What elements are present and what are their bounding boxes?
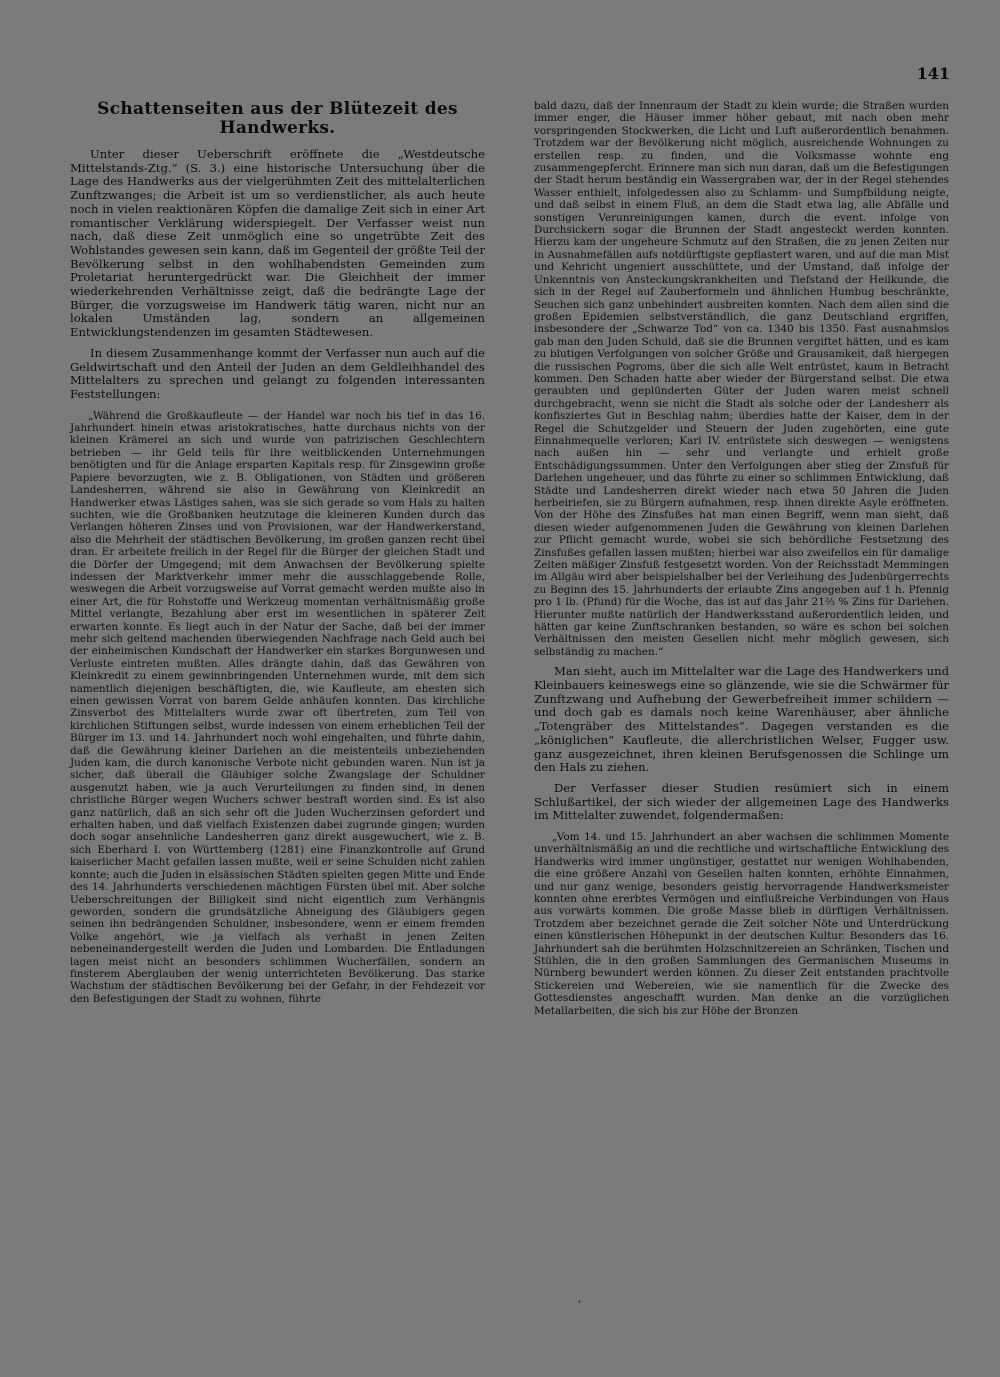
quote-paragraph: „Während die Großkaufleute — der Handel war noch bis tief in das 16. Jahrhundert hinein etwas aristokratisches, hatte durchaus nichts von der kleinen Krämerei an sich und wurde von patrizischen Geschlechtern betrieben — ihr Geld teils für ihre weitblickenden Unternehmungen benötigten und für die Anlage ersparten Kapitals resp. für Zinsgewinn große Papiere bevorzugten, wie z. B. Obligationen, von Städten und größeren Landesherren, während sie also in Gewährung von Kleinkredit an Handwerker etwas Lästiges sahen, was sie sich gerade so vom Hals zu halten suchten, wie die Großbanken heutzutage die kleineren Kunden durch das Verlangen höheren Zinses und von Provisionen, war der Handwerkerstand, also die Mehrheit der städtischen Bevölkerung, im großen ganzen recht übel dran. Er arbeitete freilich in der Regel für die Bürger der gleichen Stadt und die Dörfer der Umgegend; mit dem Anwachsen der Bevölkerung spielte indessen der Marktverkehr immer mehr die ausschlaggebende Rolle, weswegen die Arbeit vorzugsweise auf Vorrat gemacht werden mußte also in einer Art, die für Rohstoffe und Werkzeug momentan verhältnismäßig große Mittel verlangte, Bezahlung aber erst im wesentlichen in späterer Zeit erwarten konnte. Es liegt auch in der Natur der Sache, daß bei der immer mehr sich geltend machenden überwiegenden Nachfrage nach Geld auch bei der einheimischen Kundschaft der Handwerker ein starkes Borgunwesen und Verluste eintreten mußten. Alles drängte dahin, daß das Gewähren von Kleinkredit zu einem gewinnbringenden Unternehmen wurde, mit dem sich namentlich diejenigen beschäftigten, die, wie Kaufleute, am ehesten sich einen gewissen Vorrat von barem Gelde anhäufen konnten. Das kirchliche Zinsverbot des Mittelalters wurde zwar oft übertreten, zum Teil von kirchlichen Stiftungen selbst, wurde indessen von einem erheblichen Teil der Bürger im 13. und 14. Jahrhundert noch wohl eingehalten, und führte dahin, daß die Gewährung kleiner Darlehen an die meistenteils unbeziehenden Juden kam, die durch kanonische Verbote nicht gebunden waren. Nun ist ja sicher, daß überall die Gläubiger solche Zwangslage der Schuldner ausgenutzt haben, wie ja auch Verurteilungen zu finden sind, in denen christliche Bürger wegen Wuchers schwer bestraft worden sind. Es ist also ganz natürlich, daß an sich sehr oft die Juden Wucherzinsen gefordert und erhalten haben, und daß vielfach Existenzen dabei zugrunde gingen; wurden doch sogar ansehnliche Landesherren ganz direkt ausgewuchert, wie z. B. sich Eberhard I. von Württemberg (1281) eine Finanzkontrolle auf Grund kaiserlicher Macht gefallen lassen mußte, weil er seine Schulden nicht zahlen konnte; auch die Juden in elsässischen Städten spielten gegen Mitte und Ende des 14. Jahrhunderts verschiedenen mächtigen Fürsten übel mit. Aber solche Ueberschreitungen der Billigkeit sind nicht eigentlich zum Verhängnis geworden, sondern die grundsätzliche Abneigung des Gläubigers gegen seinen ihn bedrängenden Schuldner, insbesondere, wenn er einem fremden Volke angehört, wie ja vielfach als verhaßt in jenen Zeiten nebeneinandergestellt werden die Juden und Lombarden. Die Entladungen lagen meist nicht an besonders schlimmen Wucherfällen, sondern an finsterem Aberglauben der wenig unterrichteten Bevölkerung. Das starke Wachstum der städtischen Bevölkerung bei der Gefahr, in der Fehdezeit vor den Befestigungen der Stadt zu wohnen, führte [70,409,485,1005]
context-paragraph: In diesem Zusammenhange kommt der Verfasser nun auch auf die Geldwirtschaft und den Anteil der Juden an dem Geldleihhandel des Mittelalters zu sprechen und gelangt zu folgenden interessanten Feststellungen: [70,345,485,401]
article-title: Schattenseiten aus der Blütezeit des Handwerks. [97,99,458,138]
right-column [534,100,949,1017]
summary-intro-paragraph: Der Verfasser dieser Studien resümiert sich in einem Schlußartikel, der sich wieder der allgemeinen Lage des Handwerks im Mittelalter zuwendet, folgendermaßen: [534,780,949,823]
footer-mark: ʼ [577,1300,581,1311]
closing-quote-paragraph: „Vom 14. und 15. Jahrhundert an aber wachsen die schlimmen Momente unverhältnismäßig an und die rechtliche und wirtschaftliche Entwicklung des Handwerks wird immer ungünstiger, gestattet nur wenigen Wohlhabenden, die eine größere Anzahl von Gesellen halten konnten, erhöhte Einnahmen, und nur ganz wenige, besonders geistig hervorragende Handwerksmeister konnten ohne ererbtes Vermögen und einflußreiche Verbindungen von Haus aus vorwärts kommen. Die große Masse blieb in dürftigen Verhältnissen. Trotzdem aber bezeichnet gerade die Zeit solcher Nöte und Unterdrückung einen künstlerischen Höhepunkt in der deutschen Kultur. Besonders das 16. Jahrhundert sah die berühmten Holzschnitzereien an Schränken, Tischen und Stühlen, die in den großen Sammlungen des Germanischen Museums in Nürnberg bewundert werden können. Zu dieser Zeit entstanden prachtvolle Stickereien und Webereien, wie sie namentlich für die Zwecke des Gottesdienstes angeschafft wurden. Man denke an die vorzüglichen Metallarbeiten, die sich bis zur Höhe der Bronzen [534,831,949,1017]
left-column [70,100,485,1005]
page-number: 141 [916,64,950,83]
intro-paragraph: Unter dieser Ueberschrift eröffnete die „Westdeutsche Mittelstands-Ztg.“ (S. 3.) eine historische Untersuchung über die Lage des Handwerks aus der vielgerühmten Zeit des mittelalterlichen Zunftzwanges; die Arbeit ist um so verdienstlicher, als auch heute noch in vielen reaktionären Köpfen die damalige Zeit sich in einer Art romantischer Verklärung widerspiegelt. Der Verfasser weist nun nach, daß diese Zeit unmöglich eine so ungetrübte Zeit des Wohlstandes gewesen sein kann, daß im Gegenteil der größte Teil der Bevölkerung selbst in den wohlhabendsten Gemeinden zum Proletariat heruntergedrückt war. Die Gleichheit der immer wiederkehrenden Verhältnisse zeigt, daß die bedrängte Lage der Bürger, die vorzugsweise im Handwerk tätig waren, nicht nur an lokalen Umständen lag, sondern an allgemeinen Entwicklungstendenzen im gesamten Städtewesen. [70,147,485,340]
quote-continuation: bald dazu, daß der Innenraum der Stadt zu klein wurde; die Straßen wurden immer enger, die Häuser immer höher gebaut, mit nach oben mehr vorspringenden Stockwerken, die Licht und Luft außerordentlich benahmen. Trotzdem war der Bevölkerung nicht möglich, ausreichende Wohnungen zu erstellen resp. zu finden, und die Volksmasse wohnte eng zusammengepfercht. Erinnere man sich nun daran, daß um die Befestigungen der Stadt herum beständig ein Wassergraben war, der in der Regel stehendes Wasser enthielt, infolgedessen also zu Schlamm- und Sumpfbildung neigte, und daß selbst in einem Fluß, an dem die Stadt etwa lag, alle Abfälle und sonstigen Verunreinigungen kamen, durch die event. infolge von Durchsickern sogar die Brunnen der Stadt angesteckt werden konnten. Hierzu kam der ungeheure Schmutz auf den Straßen, die zu jenen Zeiten nur in Ausnahmefällen aufs notdürftigste gepflastert waren, und auf die man Mist und Kehricht ungeniert ausschüttete, und der Umstand, daß infolge der Unkenntnis von Ansteckungskrankheiten und Tiefstand der Heilkunde, die sich in der Regel auf Zauberformeln und ähnlichen Humbug beschränkte, Seuchen sich ganz unbehindert ausbreiten konnten. Nach dem allen sind die großen Epidemien selbstverständlich, die ganz Deutschland ergriffen, insbesondere der „Schwarze Tod“ von ca. 1340 bis 1350. Fast ausnahmslos gab man den Juden Schuld, daß sie die Brunnen vergiftet hätten, und es kam zu blutigen Verfolgungen von solcher Größe und Grausamkeit, daß hiergegen die russischen Pogroms, über die sich alle Welt entrüstet, kaum in Betracht kommen. Den Schaden hatte aber wieder der Bürgerstand selbst. Die etwa geraubten und geplünderten Güter der Juden waren meist schnell durchgebracht, wenn sie nicht die Stadt als solche oder der Landesherr als konfisziertes Gut in Beschlag nahm; überdies hatte der Kaiser, dem in der Regel die Schutzgelder und Steuern der Juden zugehörten, eine gute Einnahmequelle verloren; Karl IV. entrüstete sich deswegen — wenigstens nach außen hin — sehr und verlangte und erhielt große Entschädigungssummen. Unter den Verfolgungen aber stieg der Zinsfuß für Darlehen ungeheuer, und das führte zu einer so schlimmen Entwicklung, daß Städte und Landesherren direkt wieder nach etwa 50 Jahren die Juden herbeiriefen, sie zu Bürgern aufnahmen, resp. ihnen direkte Asyle eröffneten. Von der Höhe des Zinsfußes hat man einen Begriff, wenn man sieht, daß diesen wieder aufgenommenen Juden die Gewährung von kleinen Darlehen zur Pflicht gemacht wurde, wobei sie sich behördliche Festsetzung des Zinsfußes gefallen lassen mußten; hierbei war also zweifellos ein für damalige Zeiten mäßiger Zinsfuß festgesetzt worden. Von der Reichsstadt Memmingen im Allgäu wird aber beispielshalber bei der Verleihung des Judenbürgerrechts zu Beginn des 15. Jahrhunderts der erlaubte Zins angegeben auf 1 h. Pfennig pro 1 lb. (Pfund) für die Woche, das ist auf das Jahr 21⅔ % Zins für Darlehen. Hierunter mußte natürlich der Handwerksstand außerordentlich leiden, und hätten gar keine Zunftschranken bestanden, so wäre es schon bei solchen Verhältnissen den meisten Gesellen nicht mehr möglich gewesen, sich selbständig zu machen.“ [534,100,949,658]
commentary-paragraph: Man sieht, auch im Mittelalter war die Lage des Handwerkers und Kleinbauers keineswegs eine so glänzende, wie sie die Schwärmer für Zunftzwang und Aufhebung der Gewerbefreiheit immer schildern — und doch gab es damals noch keine Warenhäuser, aber ähnliche „Totengräber des Mittelstandes“. Dagegen verstanden es die „königlichen“ Kaufleute, die allerchristlichen Welser, Fugger usw. ganz ausgezeichnet, ihren kleinen Berufsgenossen die Schlinge um den Hals zu ziehen. [534,664,949,775]
